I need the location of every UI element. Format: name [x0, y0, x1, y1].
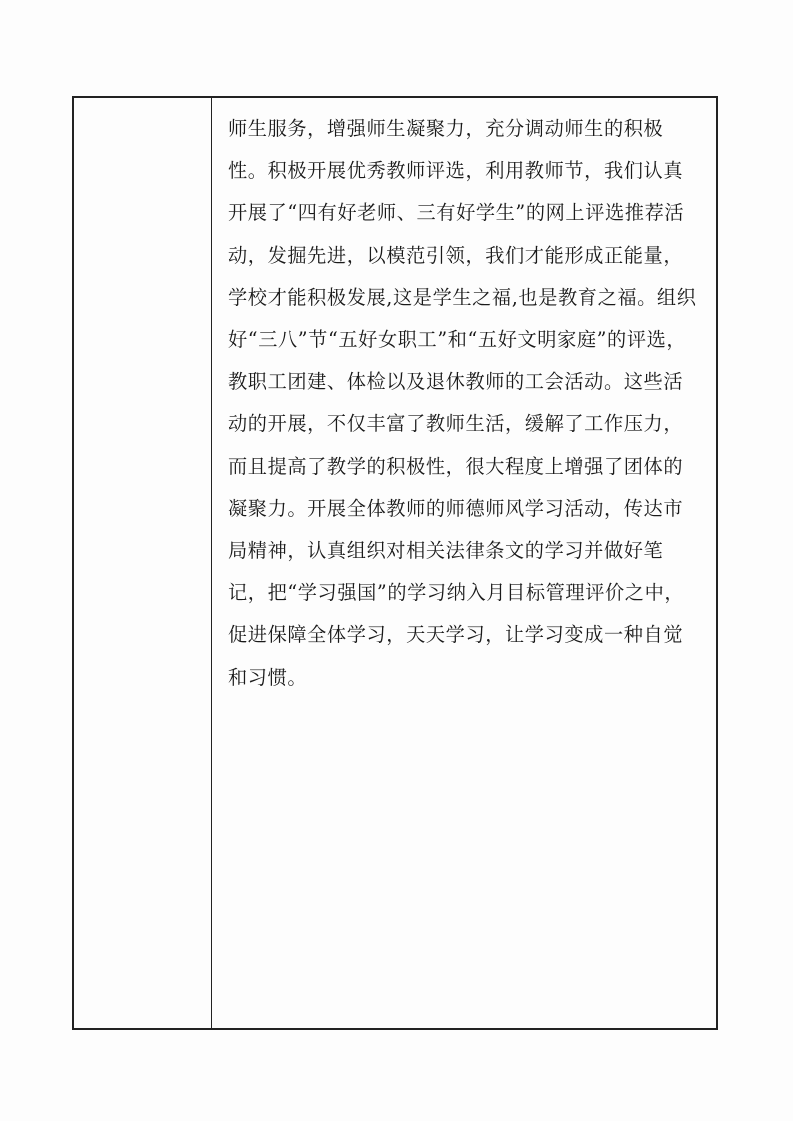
content-cell	[212, 98, 716, 1028]
body-paragraph: 师生服务，增强师生凝聚力，充分调动师生的积极性。积极开展优秀教师评选，利用教师节，我们认真开展了“四有好老师、三有好学生”的网上评选推荐活动，发掘先进，以模范引领，我们才能形成正能量，学校才能积极发展,这是学生之福,也是教育之福。组织好“三八”节“五好女职工”和“五好文明家庭”的评选，教职工团建、体检以及退休教师的工会活动。这些活动的开展，不仅丰富了教师生活，缓解了工作压力，而且提高了教学的积极性，很大程度上增强了团体的凝聚力。开展全体教师的师德师风学习活动，传达市局精神，认真组织对相关法律条文的学习并做好笔记，把“学习强国”的学习纳入月目标管理评价之中，促进保障全体学习，天天学习，让学习变成一种自觉和习惯。	[228, 117, 697, 689]
form-table	[72, 96, 718, 1030]
label-cell	[74, 98, 212, 1028]
